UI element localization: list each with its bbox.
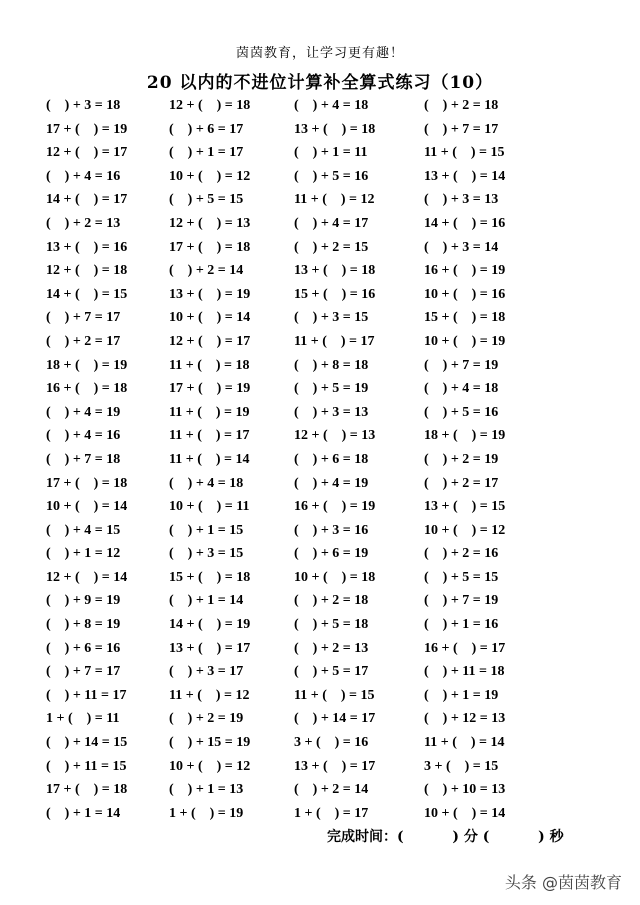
page-header: 茵茵教育，让学习更有趣！ bbox=[235, 46, 404, 61]
equation: ( ) + 4 = 15 bbox=[46, 522, 121, 538]
equation: 10 + ( ) = 16 bbox=[424, 286, 506, 302]
equation: 11 + ( ) = 14 bbox=[169, 451, 250, 467]
equation: ( ) + 7 = 17 bbox=[46, 664, 121, 680]
equation: 12 + ( ) = 17 bbox=[46, 145, 128, 161]
equation: ( ) + 8 = 18 bbox=[294, 357, 369, 373]
exercise-row bbox=[0, 802, 640, 826]
equation: ( ) + 3 = 18 bbox=[46, 98, 121, 113]
equation: ( ) + 5 = 17 bbox=[294, 664, 369, 680]
equation: 12 + ( ) = 18 bbox=[169, 98, 251, 113]
exercise-row bbox=[0, 519, 640, 543]
equation: ( ) + 2 = 17 bbox=[424, 475, 499, 491]
equation: 13 + ( ) = 14 bbox=[424, 168, 506, 184]
equation: 14 + ( ) = 19 bbox=[169, 617, 251, 633]
equation: ( ) + 2 = 19 bbox=[169, 711, 244, 727]
exercise-row bbox=[0, 472, 640, 496]
equation: ( ) + 15 = 19 bbox=[169, 735, 251, 751]
equation: ( ) + 3 = 17 bbox=[169, 664, 244, 680]
equation: 16 + ( ) = 17 bbox=[424, 640, 506, 656]
equation: ( ) + 4 = 16 bbox=[46, 168, 121, 184]
equation: 12 + ( ) = 13 bbox=[294, 428, 376, 444]
equation: 13 + ( ) = 17 bbox=[169, 640, 251, 656]
equation: ( ) + 4 = 19 bbox=[294, 475, 369, 491]
equation: ( ) + 4 = 18 bbox=[424, 381, 499, 397]
equation: 10 + ( ) = 18 bbox=[294, 569, 376, 585]
exercise-grid bbox=[0, 94, 640, 825]
exercise-row bbox=[0, 354, 640, 378]
completion-time: 完成时间：( ) 分 ( ) 秒 bbox=[327, 829, 564, 845]
equation: ( ) + 5 = 18 bbox=[294, 617, 369, 633]
exercise-row bbox=[0, 259, 640, 283]
equation: ( ) + 2 = 19 bbox=[424, 451, 499, 467]
equation: 15 + ( ) = 18 bbox=[169, 569, 251, 585]
exercise-row bbox=[0, 755, 640, 779]
equation: ( ) + 7 = 19 bbox=[424, 357, 499, 373]
equation: ( ) + 3 = 16 bbox=[294, 522, 369, 538]
exercise-row bbox=[0, 566, 640, 590]
equation: 17 + ( ) = 19 bbox=[169, 381, 251, 397]
equation: 17 + ( ) = 18 bbox=[46, 475, 128, 491]
equation: ( ) + 2 = 13 bbox=[294, 640, 369, 656]
equation: 14 + ( ) = 15 bbox=[46, 286, 128, 302]
equation: 17 + ( ) = 19 bbox=[46, 121, 128, 137]
equation: ( ) + 6 = 17 bbox=[169, 121, 244, 137]
equation: ( ) + 5 = 19 bbox=[294, 381, 369, 397]
equation: 11 + ( ) = 15 bbox=[294, 687, 375, 703]
equation: ( ) + 8 = 19 bbox=[46, 617, 121, 633]
equation: ( ) + 2 = 16 bbox=[424, 546, 499, 562]
worksheet-title: 20 以内的不进位计算补全算式练习（10） bbox=[146, 73, 494, 93]
equation: 11 + ( ) = 14 bbox=[424, 735, 505, 751]
exercise-row bbox=[0, 330, 640, 354]
exercise-row bbox=[0, 283, 640, 307]
exercise-row bbox=[0, 188, 640, 212]
exercise-row bbox=[0, 165, 640, 189]
equation: 11 + ( ) = 17 bbox=[169, 428, 250, 444]
equation: 13 + ( ) = 18 bbox=[294, 121, 376, 137]
equation: ( ) + 4 = 18 bbox=[294, 98, 369, 113]
equation: 11 + ( ) = 19 bbox=[169, 404, 250, 420]
exercise-row bbox=[0, 377, 640, 401]
equation: 10 + ( ) = 14 bbox=[424, 805, 506, 821]
equation: ( ) + 9 = 19 bbox=[46, 593, 121, 609]
exercise-row bbox=[0, 141, 640, 165]
equation: ( ) + 11 = 18 bbox=[424, 664, 505, 680]
equation: 11 + ( ) = 17 bbox=[294, 333, 375, 349]
equation: 11 + ( ) = 15 bbox=[424, 145, 505, 161]
exercise-row bbox=[0, 448, 640, 472]
exercise-row bbox=[0, 495, 640, 519]
equation: 10 + ( ) = 14 bbox=[169, 310, 251, 326]
equation: 3 + ( ) = 15 bbox=[424, 758, 499, 774]
equation: 12 + ( ) = 13 bbox=[169, 215, 251, 231]
exercise-row bbox=[0, 589, 640, 613]
equation: ( ) + 4 = 19 bbox=[46, 404, 121, 420]
equation: 11 + ( ) = 12 bbox=[294, 192, 375, 208]
equation: 10 + ( ) = 12 bbox=[424, 522, 506, 538]
equation: ( ) + 3 = 15 bbox=[169, 546, 244, 562]
equation: ( ) + 1 = 15 bbox=[169, 522, 244, 538]
equation: ( ) + 1 = 12 bbox=[46, 546, 121, 562]
exercise-row bbox=[0, 401, 640, 425]
equation: ( ) + 4 = 17 bbox=[294, 215, 369, 231]
exercise-row bbox=[0, 306, 640, 330]
equation: 13 + ( ) = 19 bbox=[169, 286, 251, 302]
equation: ( ) + 14 = 15 bbox=[46, 735, 128, 751]
equation: ( ) + 3 = 13 bbox=[294, 404, 369, 420]
equation: ( ) + 11 = 15 bbox=[46, 758, 127, 774]
equation: ( ) + 5 = 16 bbox=[294, 168, 369, 184]
equation: 16 + ( ) = 18 bbox=[46, 381, 128, 397]
equation: ( ) + 2 = 17 bbox=[46, 333, 121, 349]
equation: ( ) + 1 = 13 bbox=[169, 782, 244, 798]
equation: ( ) + 14 = 17 bbox=[294, 711, 376, 727]
equation: ( ) + 5 = 15 bbox=[169, 192, 244, 208]
equation: 17 + ( ) = 18 bbox=[46, 782, 128, 798]
equation: 13 + ( ) = 17 bbox=[294, 758, 376, 774]
exercise-row bbox=[0, 424, 640, 448]
equation: 14 + ( ) = 17 bbox=[46, 192, 128, 208]
equation: ( ) + 6 = 16 bbox=[46, 640, 121, 656]
equation: 1 + ( ) = 19 bbox=[169, 805, 244, 821]
equation: 10 + ( ) = 12 bbox=[169, 168, 251, 184]
equation: ( ) + 2 = 13 bbox=[46, 215, 121, 231]
exercise-row bbox=[0, 94, 640, 118]
equation: ( ) + 2 = 14 bbox=[169, 263, 244, 279]
exercise-row bbox=[0, 613, 640, 637]
equation: 18 + ( ) = 19 bbox=[424, 428, 506, 444]
equation: ( ) + 1 = 11 bbox=[294, 145, 368, 161]
equation: ( ) + 1 = 16 bbox=[424, 617, 499, 633]
equation: ( ) + 1 = 19 bbox=[424, 687, 499, 703]
equation: 16 + ( ) = 19 bbox=[294, 499, 376, 515]
equation: ( ) + 4 = 16 bbox=[46, 428, 121, 444]
equation: ( ) + 3 = 14 bbox=[424, 239, 499, 255]
equation: 17 + ( ) = 18 bbox=[169, 239, 251, 255]
exercise-row bbox=[0, 542, 640, 566]
equation: ( ) + 10 = 13 bbox=[424, 782, 506, 798]
equation: 12 + ( ) = 18 bbox=[46, 263, 128, 279]
equation: ( ) + 2 = 15 bbox=[294, 239, 369, 255]
equation: ( ) + 5 = 16 bbox=[424, 404, 499, 420]
equation: 15 + ( ) = 16 bbox=[294, 286, 376, 302]
equation: 14 + ( ) = 16 bbox=[424, 215, 506, 231]
equation: 15 + ( ) = 18 bbox=[424, 310, 506, 326]
equation: ( ) + 7 = 17 bbox=[424, 121, 499, 137]
equation: ( ) + 2 = 18 bbox=[294, 593, 369, 609]
equation: 1 + ( ) = 17 bbox=[294, 805, 369, 821]
equation: ( ) + 3 = 15 bbox=[294, 310, 369, 326]
watermark: 头条 @茵茵教育 bbox=[504, 873, 622, 892]
exercise-row bbox=[0, 118, 640, 142]
equation: ( ) + 1 = 14 bbox=[169, 593, 244, 609]
exercise-row bbox=[0, 637, 640, 661]
exercise-row bbox=[0, 660, 640, 684]
equation: ( ) + 7 = 19 bbox=[424, 593, 499, 609]
equation: ( ) + 2 = 18 bbox=[424, 98, 499, 113]
exercise-row bbox=[0, 212, 640, 236]
equation: ( ) + 5 = 15 bbox=[424, 569, 499, 585]
exercise-row bbox=[0, 684, 640, 708]
equation: ( ) + 7 = 17 bbox=[46, 310, 121, 326]
equation: 13 + ( ) = 16 bbox=[46, 239, 128, 255]
equation: ( ) + 2 = 14 bbox=[294, 782, 369, 798]
equation: 12 + ( ) = 14 bbox=[46, 569, 128, 585]
equation: 11 + ( ) = 12 bbox=[169, 687, 250, 703]
equation: ( ) + 11 = 17 bbox=[46, 687, 127, 703]
equation: ( ) + 6 = 19 bbox=[294, 546, 369, 562]
equation: 1 + ( ) = 11 bbox=[46, 711, 120, 727]
equation: 11 + ( ) = 18 bbox=[169, 357, 250, 373]
equation: ( ) + 7 = 18 bbox=[46, 451, 121, 467]
equation: 18 + ( ) = 19 bbox=[46, 357, 128, 373]
equation: 12 + ( ) = 17 bbox=[169, 333, 251, 349]
exercise-row bbox=[0, 731, 640, 755]
equation: 13 + ( ) = 15 bbox=[424, 499, 506, 515]
equation: 10 + ( ) = 19 bbox=[424, 333, 506, 349]
exercise-row bbox=[0, 707, 640, 731]
equation: ( ) + 3 = 13 bbox=[424, 192, 499, 208]
exercise-row bbox=[0, 236, 640, 260]
equation: 10 + ( ) = 12 bbox=[169, 758, 251, 774]
equation: 13 + ( ) = 18 bbox=[294, 263, 376, 279]
equation: 3 + ( ) = 16 bbox=[294, 735, 369, 751]
equation: ( ) + 1 = 17 bbox=[169, 145, 244, 161]
equation: 10 + ( ) = 14 bbox=[46, 499, 128, 515]
equation: 16 + ( ) = 19 bbox=[424, 263, 506, 279]
equation: ( ) + 1 = 14 bbox=[46, 805, 121, 821]
equation: ( ) + 6 = 18 bbox=[294, 451, 369, 467]
equation: 10 + ( ) = 11 bbox=[169, 499, 250, 515]
equation: ( ) + 12 = 13 bbox=[424, 711, 506, 727]
exercise-row bbox=[0, 778, 640, 802]
equation: ( ) + 4 = 18 bbox=[169, 475, 244, 491]
